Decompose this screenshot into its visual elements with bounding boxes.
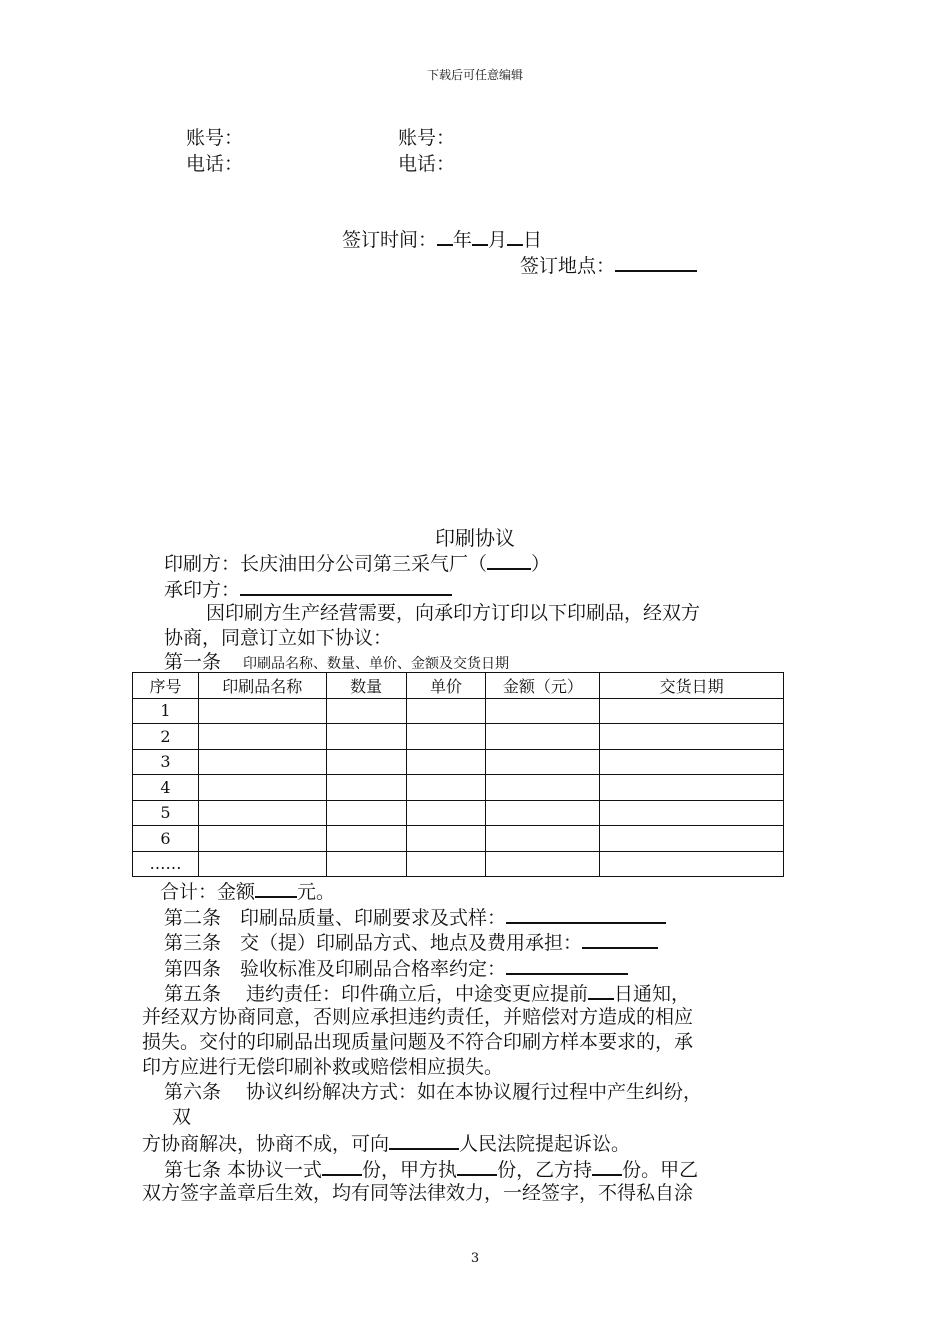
- table-cell[interactable]: [326, 749, 406, 775]
- article-4-text: 第四条 验收标准及印刷品合格率约定：: [164, 958, 507, 980]
- article-7-line-2: 双方签字盖章后生效，均有同等法律效力，一经签字，不得私自涂: [142, 1182, 694, 1204]
- article-1-text: 印刷品名称、数量、单价、金额及交货日期: [243, 656, 510, 672]
- day-label: 日: [523, 229, 543, 251]
- article-2: [164, 904, 666, 930]
- article-5-line-2: 并经双方协商同意，否则应承担违约责任，并赔偿对方造成的相应: [142, 1006, 694, 1028]
- table-cell[interactable]: [486, 826, 600, 852]
- table-cell[interactable]: [486, 851, 600, 877]
- total-amount: [160, 878, 335, 904]
- table-row: [133, 775, 784, 801]
- header-unit-price: 单价: [406, 673, 486, 699]
- header-amount: 金额（元）: [486, 673, 600, 699]
- article-1-label: 第一条: [164, 651, 222, 673]
- table-cell[interactable]: [600, 749, 784, 775]
- table-cell: 3: [133, 749, 199, 775]
- year-blank[interactable]: [437, 226, 453, 246]
- table-cell[interactable]: [406, 851, 486, 877]
- signing-time-label: 签订时间：: [342, 229, 438, 251]
- table-cell[interactable]: [600, 826, 784, 852]
- table-cell[interactable]: [486, 749, 600, 775]
- article-2-blank[interactable]: [506, 904, 666, 924]
- court-blank[interactable]: [389, 1130, 459, 1150]
- table-cell: 5: [133, 800, 199, 826]
- left-account-label: 账号：: [186, 127, 244, 149]
- signing-place-label: 签订地点：: [520, 255, 616, 277]
- article-5-blank[interactable]: [588, 980, 614, 1000]
- copies-party-b-blank[interactable]: [592, 1156, 622, 1176]
- table-cell[interactable]: [406, 775, 486, 801]
- month-label: 月: [488, 229, 508, 251]
- article-6-text-a: 方协商解决，协商不成，可向: [142, 1133, 390, 1155]
- header-quantity: 数量: [326, 673, 406, 699]
- day-blank[interactable]: [507, 226, 523, 246]
- left-phone-label: 电话：: [186, 153, 244, 175]
- table-cell: 6: [133, 826, 199, 852]
- article-4-blank[interactable]: [506, 955, 628, 975]
- signing-place: [520, 252, 697, 278]
- table-cell[interactable]: [326, 851, 406, 877]
- article-5-text-b: 日通知，: [614, 983, 691, 1005]
- signing-time: [342, 226, 542, 252]
- article-6-line-3: [142, 1130, 630, 1156]
- total-unit: 元。: [297, 881, 336, 903]
- contractor-party-label: 承印方：: [164, 579, 241, 601]
- table-cell[interactable]: [486, 800, 600, 826]
- table-row: [133, 851, 784, 877]
- printer-party-close: ）: [531, 553, 551, 575]
- table-cell[interactable]: [486, 698, 600, 724]
- table-cell[interactable]: [406, 698, 486, 724]
- right-phone-label: 电话：: [398, 153, 456, 175]
- right-account-label: 账号：: [398, 127, 456, 149]
- table-cell[interactable]: [198, 775, 326, 801]
- document-title: 印刷协议: [435, 526, 515, 550]
- table-cell[interactable]: [326, 826, 406, 852]
- article-7-text-b: 份，甲方执: [362, 1159, 458, 1181]
- month-blank[interactable]: [472, 226, 488, 246]
- article-7-line-1: [164, 1156, 698, 1182]
- table-cell[interactable]: [198, 800, 326, 826]
- table-cell[interactable]: [600, 800, 784, 826]
- table-header-row: [133, 673, 784, 699]
- table-row: [133, 724, 784, 750]
- table-cell: 1: [133, 698, 199, 724]
- copies-total-blank[interactable]: [322, 1156, 362, 1176]
- table-cell: 4: [133, 775, 199, 801]
- table-row: [133, 800, 784, 826]
- copies-party-a-blank[interactable]: [457, 1156, 497, 1176]
- table-cell[interactable]: [326, 724, 406, 750]
- table-cell[interactable]: [406, 724, 486, 750]
- article-6-line-2: 双: [172, 1106, 192, 1128]
- article-5-line-1: [164, 980, 690, 1006]
- total-label: 合计：金额: [160, 881, 256, 903]
- printer-party: [164, 550, 550, 576]
- table-cell[interactable]: [198, 851, 326, 877]
- contractor-party: [164, 576, 452, 602]
- intro-line-1: 因印刷方生产经营需要，向承印方订印以下印刷品，经双方: [206, 602, 701, 624]
- total-blank[interactable]: [255, 878, 297, 898]
- table-row: [133, 698, 784, 724]
- article-7-text-c: 份，乙方持: [497, 1159, 593, 1181]
- article-5-text-a: 第五条 违约责任：印件确立后，中途变更应提前: [164, 983, 589, 1005]
- header-item-name: 印刷品名称: [198, 673, 326, 699]
- year-label: 年: [453, 229, 473, 251]
- header-index: 序号: [133, 673, 199, 699]
- table-cell[interactable]: [326, 698, 406, 724]
- table-cell[interactable]: [326, 800, 406, 826]
- table-cell[interactable]: [600, 775, 784, 801]
- table-cell[interactable]: [600, 851, 784, 877]
- printer-party-blank[interactable]: [487, 550, 531, 570]
- article-7-text-d: 份。甲乙: [622, 1159, 699, 1181]
- table-cell[interactable]: [486, 775, 600, 801]
- table-row: [133, 826, 784, 852]
- table-cell[interactable]: [406, 826, 486, 852]
- article-2-text: 第二条 印刷品质量、印刷要求及式样：: [164, 907, 507, 929]
- article-6-text-b: 人民法院提起诉讼。: [459, 1133, 631, 1155]
- article-5-line-3: 损失。交付的印刷品出现质量问题及不符合印刷方样本要求的，承: [142, 1031, 694, 1053]
- table-cell[interactable]: [198, 826, 326, 852]
- article-3-blank[interactable]: [582, 929, 658, 949]
- article-5-line-4: 印方应进行无偿印刷补救或赔偿相应损失。: [142, 1056, 504, 1078]
- table-cell[interactable]: [326, 775, 406, 801]
- items-table: [132, 672, 784, 877]
- signing-place-blank[interactable]: [615, 252, 697, 272]
- article-3-text: 第三条 交（提）印刷品方式、地点及费用承担：: [164, 932, 583, 954]
- table-cell[interactable]: [198, 749, 326, 775]
- page-header: 下载后可任意编辑: [426, 68, 523, 82]
- article-3: [164, 929, 658, 955]
- table-cell[interactable]: [600, 698, 784, 724]
- table-cell[interactable]: [198, 698, 326, 724]
- table-cell[interactable]: [486, 724, 600, 750]
- header-delivery-date: 交货日期: [600, 673, 784, 699]
- table-cell[interactable]: [406, 749, 486, 775]
- article-4: [164, 955, 628, 981]
- table-cell[interactable]: [600, 724, 784, 750]
- article-7-text-a: 第七条 本协议一式: [164, 1159, 323, 1181]
- table-row: [133, 749, 784, 775]
- contractor-party-blank[interactable]: [240, 576, 452, 596]
- table-cell: 2: [133, 724, 199, 750]
- printer-party-label: 印刷方：长庆油田分公司第三采气厂（: [164, 553, 488, 575]
- table-cell[interactable]: [406, 800, 486, 826]
- table-cell[interactable]: [198, 724, 326, 750]
- article-6-line-1: 第六条 协议纠纷解决方式：如在本协议履行过程中产生纠纷，: [164, 1081, 703, 1103]
- intro-line-2: 协商，同意订立如下协议：: [164, 627, 393, 649]
- table-cell: ……: [133, 851, 199, 877]
- page-number: 3: [470, 1251, 480, 1266]
